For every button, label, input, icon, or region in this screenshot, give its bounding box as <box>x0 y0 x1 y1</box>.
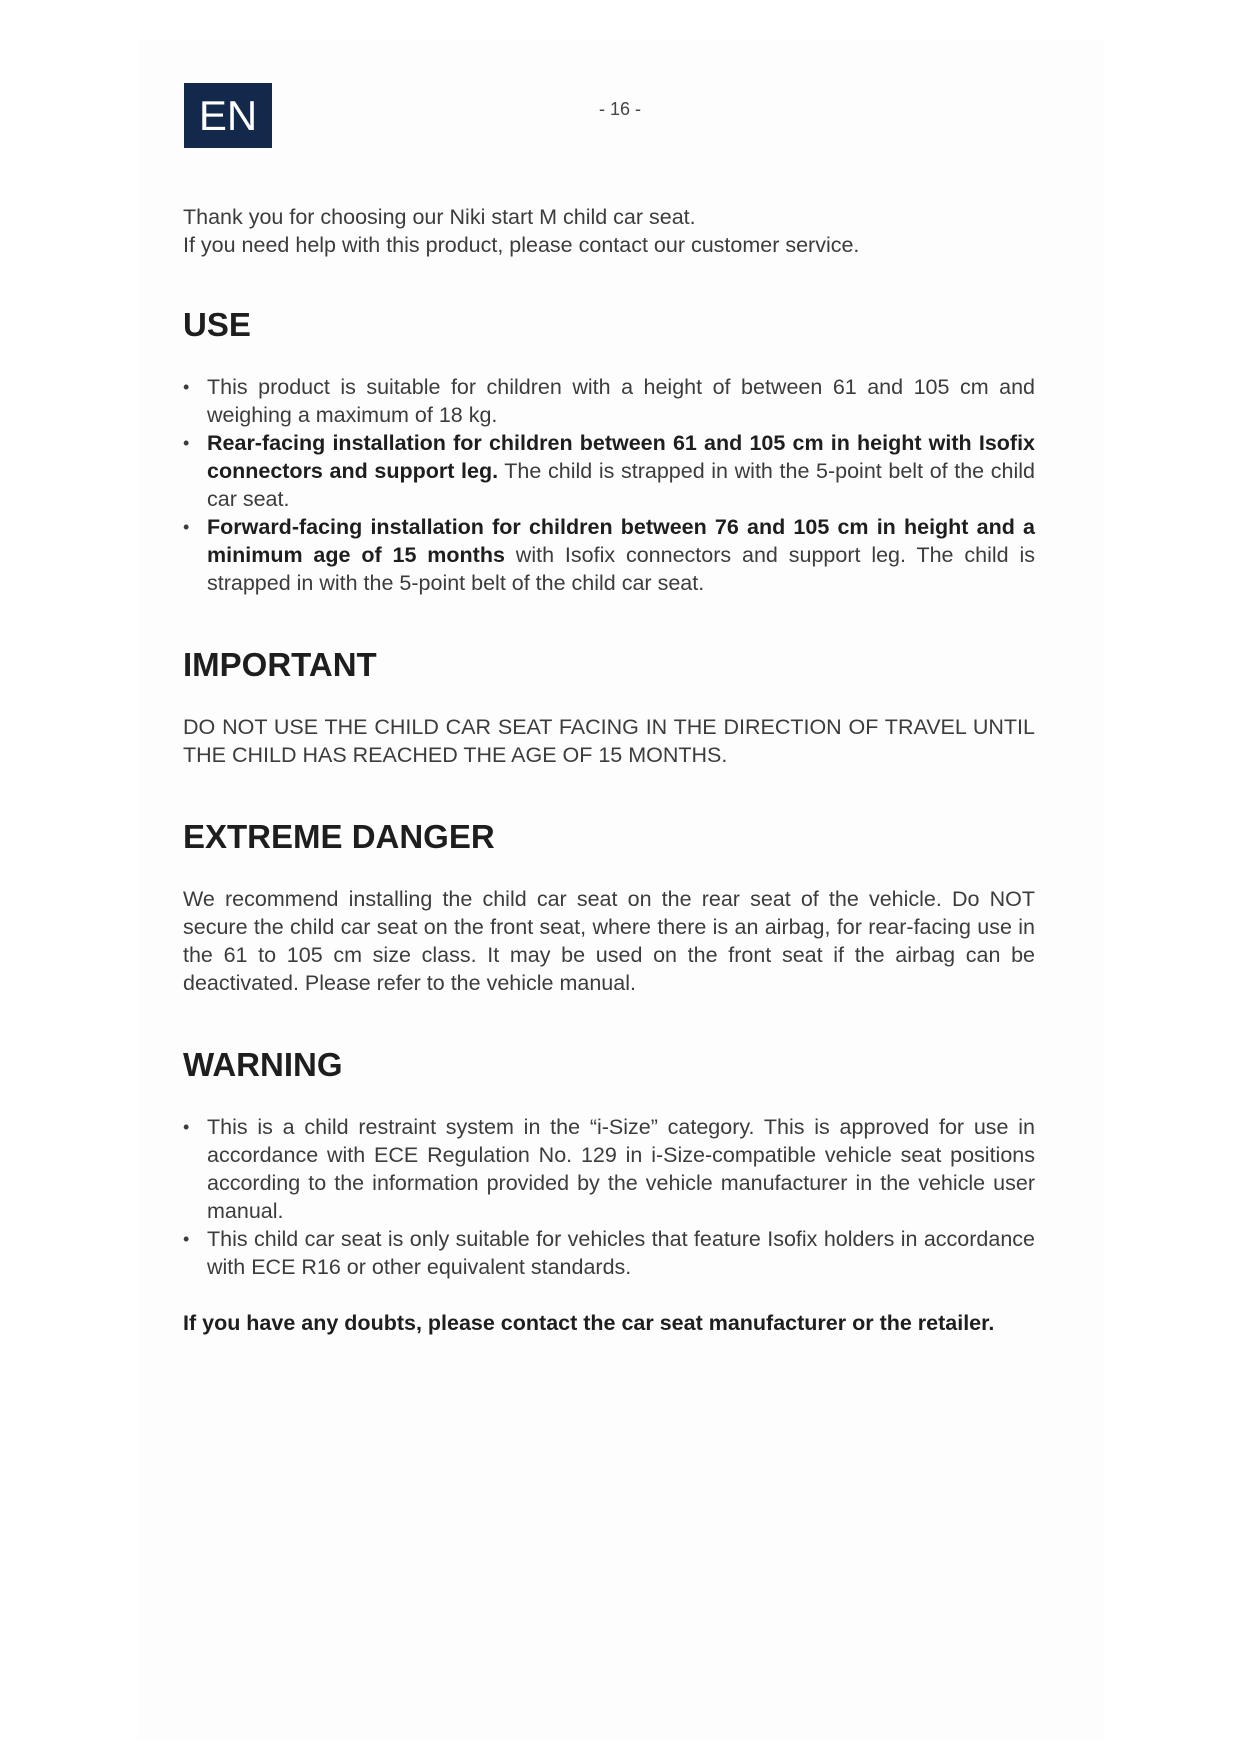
page-number: - 16 - <box>598 99 641 119</box>
use-item-2 <box>183 429 1035 513</box>
warning-item-2-text: This child car seat is only suitable for vehicles that feature Isofix holders in accordance with ECE R16 or other equivalent standards. <box>207 1227 1035 1279</box>
intro-line-2: If you need help with this product, please contact our customer service. <box>183 233 860 257</box>
language-badge: EN <box>184 83 272 148</box>
intro-section <box>183 203 1035 259</box>
extreme-danger-heading: EXTREME DANGER <box>183 818 495 855</box>
use-item-1 <box>183 373 1035 429</box>
use-item-3 <box>183 513 1035 597</box>
document-body <box>183 203 1035 1337</box>
use-item-1-text: This product is suitable for children with a height of between 61 and 105 cm and weighing a maximum of 18 kg. <box>207 375 1035 427</box>
use-item-3-bold: Forward-facing installation for children between 76 and 105 cm in height and a minimum age of 15 months <box>207 515 1035 567</box>
warning-list <box>183 1113 1035 1281</box>
extreme-danger-text: We recommend installing the child car seat on the rear seat of the vehicle. Do NOT secure the child car seat on the front seat, where there is an airbag, for rear-facing use in the 61 to 105 cm size class. It may be used on the front seat if the airbag can be deactivated. Please refer to the vehicle manual. <box>183 887 1035 995</box>
closing-note: If you have any doubts, please contact the car seat manufacturer or the retailer. <box>183 1311 995 1335</box>
intro-line-1: Thank you for choosing our Niki start M child car seat. <box>183 205 696 229</box>
warning-item-1 <box>183 1113 1035 1225</box>
important-heading: IMPORTANT <box>183 646 377 683</box>
use-heading: USE <box>183 306 251 343</box>
use-item-3-text: with Isofix connectors and support leg. The child is strapped in with the 5-point belt of the child car seat. <box>207 543 1035 595</box>
warning-item-2 <box>183 1225 1035 1281</box>
use-item-2-bold: Rear-facing installation for children between 61 and 105 cm in height with Isofix connectors and support leg. <box>207 431 1035 483</box>
use-list <box>183 373 1035 597</box>
important-text: DO NOT USE THE CHILD CAR SEAT FACING IN THE DIRECTION OF TRAVEL UNTIL THE CHILD HAS REACHED THE AGE OF 15 MONTHS. <box>183 715 1035 767</box>
warning-item-1-text: This is a child restraint system in the “i-Size” category. This is approved for use in accordance with ECE Regulation No. 129 in i-Size-compatible vehicle seat positions according to the information provided by the vehicle manufacturer in the vehicle user manual. <box>207 1115 1035 1223</box>
warning-heading: WARNING <box>183 1046 343 1083</box>
use-item-2-text: The child is strapped in with the 5-point belt of the child car seat. <box>207 459 1035 511</box>
